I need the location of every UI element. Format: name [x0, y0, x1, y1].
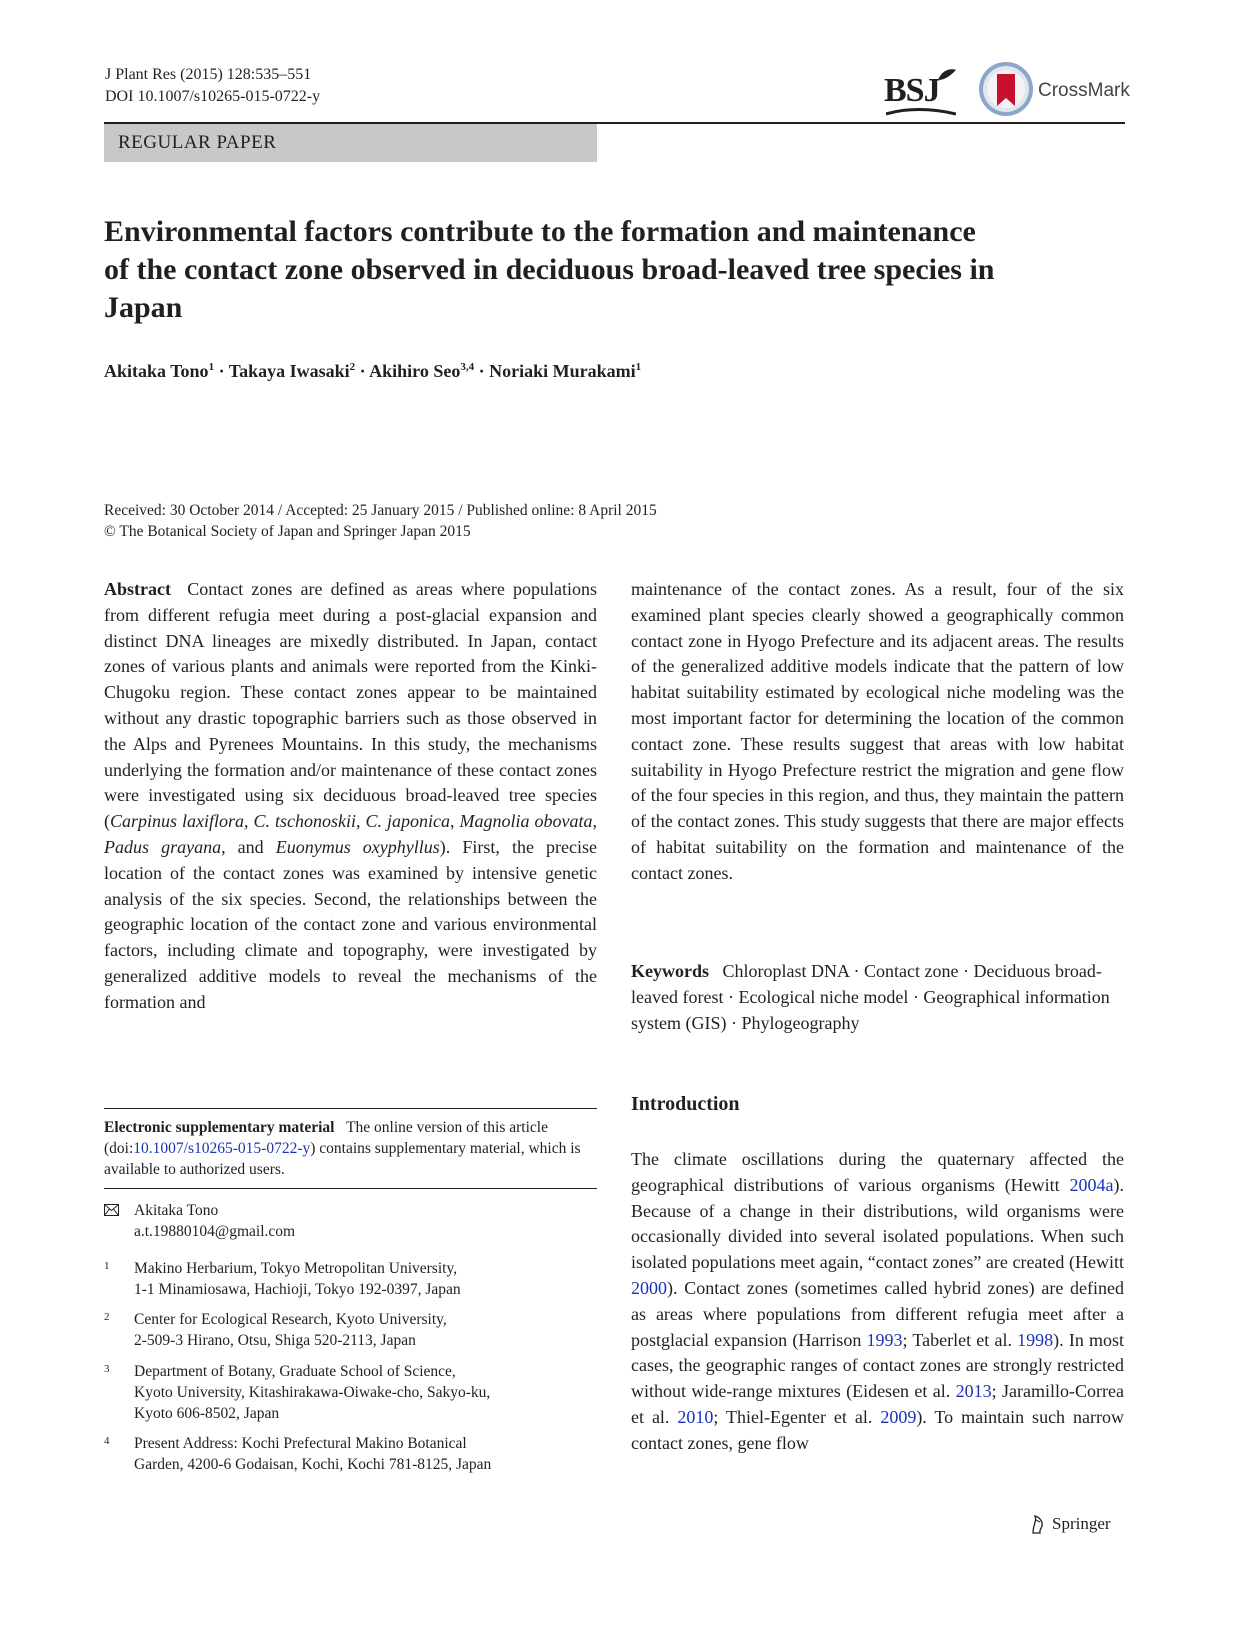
introduction-heading: Introduction [631, 1093, 740, 1115]
keywords-text: Chloroplast DNA · Contact zone · Deciduous broad-leaved forest · Ecological niche model · Geographical information system (GIS) · Phylogeography [631, 961, 1110, 1033]
supplementary-note [104, 1117, 597, 1180]
author-affiliation-mark: 1 [208, 361, 215, 373]
author-affiliation-mark: 2 [349, 361, 356, 373]
section-banner: REGULAR PAPER [104, 124, 597, 162]
species-name: C. japonica [365, 811, 451, 832]
intro-text: The climate oscillations during the quaternary affected the geographical distributions of various organisms (Hewitt [631, 1149, 1124, 1195]
citation-link[interactable]: 2004a [1069, 1174, 1114, 1195]
author-affiliation-mark: 3,4 [460, 361, 475, 373]
affiliation-number: 2 [104, 1311, 110, 1323]
abstract-text: Contact zones are defined as areas where populations from different refugia meet during a post-glacial expansion and distinct DNA lineages are mixedly distributed. In Japan, contact zones of various plants and animals were reported from the Kinki-Chugoku region. These contact zones appear to be maintained without any drastic topographic barriers such as those observed in the Alps and Pyrenees Mountains. In this study, the mechanisms underlying the formation and/or maintenance of these contact zones were investigated using six deciduous broad-leaved tree species ( [104, 579, 597, 832]
affiliation-line: Present Address: Kochi Prefectural Makino Botanical [134, 1435, 467, 1452]
abstract-text: ). First, the precise location of the contact zones was examined by intensive genetic analysis of the six species. Second, the relationships between the geographic location of the contact zone and various environmental factors, including climate and topography, were investigated by generalized additive models to reveal the mechanisms of the formation and [104, 836, 597, 1012]
bsj-logo-text: BSJ [884, 72, 940, 109]
author-affiliation-mark: 1 [635, 361, 642, 373]
intro-text: ; Thiel-Egenter et al. [713, 1406, 881, 1427]
species-name: Padus grayana [104, 836, 222, 857]
author-name: Noriaki Murakami [489, 361, 636, 381]
journal-line-1: J Plant Res (2015) 128:535–551 [105, 66, 312, 83]
publication-history [104, 500, 657, 542]
separator: , [450, 811, 460, 832]
affiliation-line: Makino Herbarium, Tokyo Metropolitan University, [134, 1260, 458, 1277]
separator: , [244, 811, 254, 832]
dates-line: Received: 30 October 2014 / Accepted: 25 January 2015 / Published online: 8 April 2015 [104, 502, 657, 519]
author-separator: · [214, 361, 229, 381]
swoosh-icon [886, 108, 956, 118]
citation-link[interactable]: 2009 [880, 1406, 917, 1427]
footnote-rule [104, 1108, 597, 1109]
citation-link[interactable]: 1998 [1017, 1329, 1054, 1350]
journal-citation [105, 64, 320, 108]
species-name: Magnolia obovata [459, 811, 593, 832]
species-name: Euonymus oxyphyllus [275, 836, 440, 857]
corresponding-author-email[interactable]: a.t.19880104@gmail.com [134, 1223, 296, 1240]
affiliation-line: Garden, 4200-6 Godaisan, Kochi, Kochi 781-8125, Japan [134, 1456, 492, 1473]
esm-text: ) contains supplementary material, which is available to authorized users. [104, 1140, 581, 1178]
article-title: Environmental factors contribute to the formation and maintenance of the contact zone observed in deciduous broad-leaved tree species in Japan [104, 215, 995, 324]
separator: , [592, 811, 597, 832]
introduction-text [631, 1147, 1124, 1457]
bsj-logo [884, 70, 959, 118]
keywords-label: Keywords [631, 961, 709, 981]
intro-text: ). To maintain such narrow contact zones, gene flow [631, 1406, 1124, 1453]
author-separator: · [474, 361, 490, 381]
abstract-label: Abstract [104, 579, 171, 599]
affiliation-line: Department of Botany, Graduate School of Science, [134, 1363, 456, 1380]
intro-text: ). Contact zones (sometimes called hybrid zones) are defined as areas where populations from different refugia meet after a postglacial expansion (Harrison [631, 1277, 1124, 1350]
keywords [631, 959, 1124, 1036]
species-name: Carpinus laxiflora [110, 811, 245, 832]
abstract-continued: maintenance of the contact zones. As a result, four of the six examined plant species clearly showed a geographically common contact zone in Hyogo Prefecture and its adjacent areas. The results of the generalized additive models indicate that the pattern of low habitat suitability estimated by ecological niche modeling was the most important factor for determining the location of the common contact zone. These results suggest that areas with low habitat suitability in Hyogo Prefecture restrict the migration and gene flow of the four species in this region, and thus, they maintain the pattern of the contact zones. This study suggests that there are major effects of habitat suitability on the formation and maintenance of the contact zones. [631, 579, 1124, 883]
affiliation-line: Kyoto 606-8502, Japan [134, 1405, 280, 1422]
doi-line: DOI 10.1007/s10265-015-0722-y [105, 88, 321, 105]
esm-label: Electronic supplementary material [104, 1119, 335, 1136]
citation-link[interactable]: 1993 [866, 1329, 903, 1350]
crossmark-icon[interactable] [977, 60, 1035, 118]
affiliation-number: 3 [104, 1363, 110, 1375]
affiliation-line: 1-1 Minamiosawa, Hachioji, Tokyo 192-0397, Japan [134, 1281, 461, 1298]
author-separator: · [355, 361, 370, 381]
crossmark-label[interactable]: CrossMark [1038, 80, 1130, 101]
author-list [104, 361, 641, 382]
abstract [104, 577, 597, 1016]
species-name: C. tschonoskii [253, 811, 357, 832]
citation-link[interactable]: 2000 [631, 1277, 667, 1298]
footnote-rule-2 [104, 1188, 597, 1189]
affiliation-number: 4 [104, 1435, 110, 1447]
affiliation-number: 1 [104, 1260, 110, 1272]
doi-link[interactable]: 10.1007/s10265-015-0722-y [133, 1140, 311, 1157]
intro-text: ). Because of a change in their distributions, wild organisms were occasionally divided into several isolated populations. When such isolated populations meet again, “contact zones” are created (Hewitt [631, 1174, 1124, 1273]
envelope-icon [104, 1204, 119, 1216]
citation-link[interactable]: 2013 [955, 1381, 992, 1402]
copyright-line: © The Botanical Society of Japan and Springer Japan 2015 [104, 523, 471, 540]
publisher-label: Springer [1052, 1514, 1111, 1533]
separator: , [356, 811, 366, 832]
intro-text: ; Jaramillo-Correa et al. [631, 1381, 1124, 1427]
separator: , and [221, 836, 276, 857]
author-name: Akihiro Seo [369, 361, 461, 381]
affiliation-line: Kyoto University, Kitashirakawa-Oiwake-cho, Sakyo-ku, [134, 1384, 491, 1401]
corresponding-author-name: Akitaka Tono [134, 1202, 219, 1219]
citation-link[interactable]: 2010 [677, 1406, 714, 1427]
leaf-icon [936, 68, 958, 82]
intro-text: ; Taberlet et al. [902, 1329, 1018, 1350]
affiliation-line: 2-509-3 Hirano, Otsu, Shiga 520-2113, Japan [134, 1332, 416, 1349]
author-name: Akitaka Tono [104, 361, 209, 381]
springer-horse-icon [1027, 1513, 1049, 1535]
affiliation-line: Center for Ecological Research, Kyoto University, [134, 1311, 447, 1328]
author-name: Takaya Iwasaki [228, 361, 350, 381]
esm-text: The online version of this article (doi: [104, 1119, 548, 1157]
intro-text: ). In most cases, the geographic ranges of contact zones are strongly restricted without wide-range mixtures (Eidesen et al. [631, 1329, 1125, 1402]
